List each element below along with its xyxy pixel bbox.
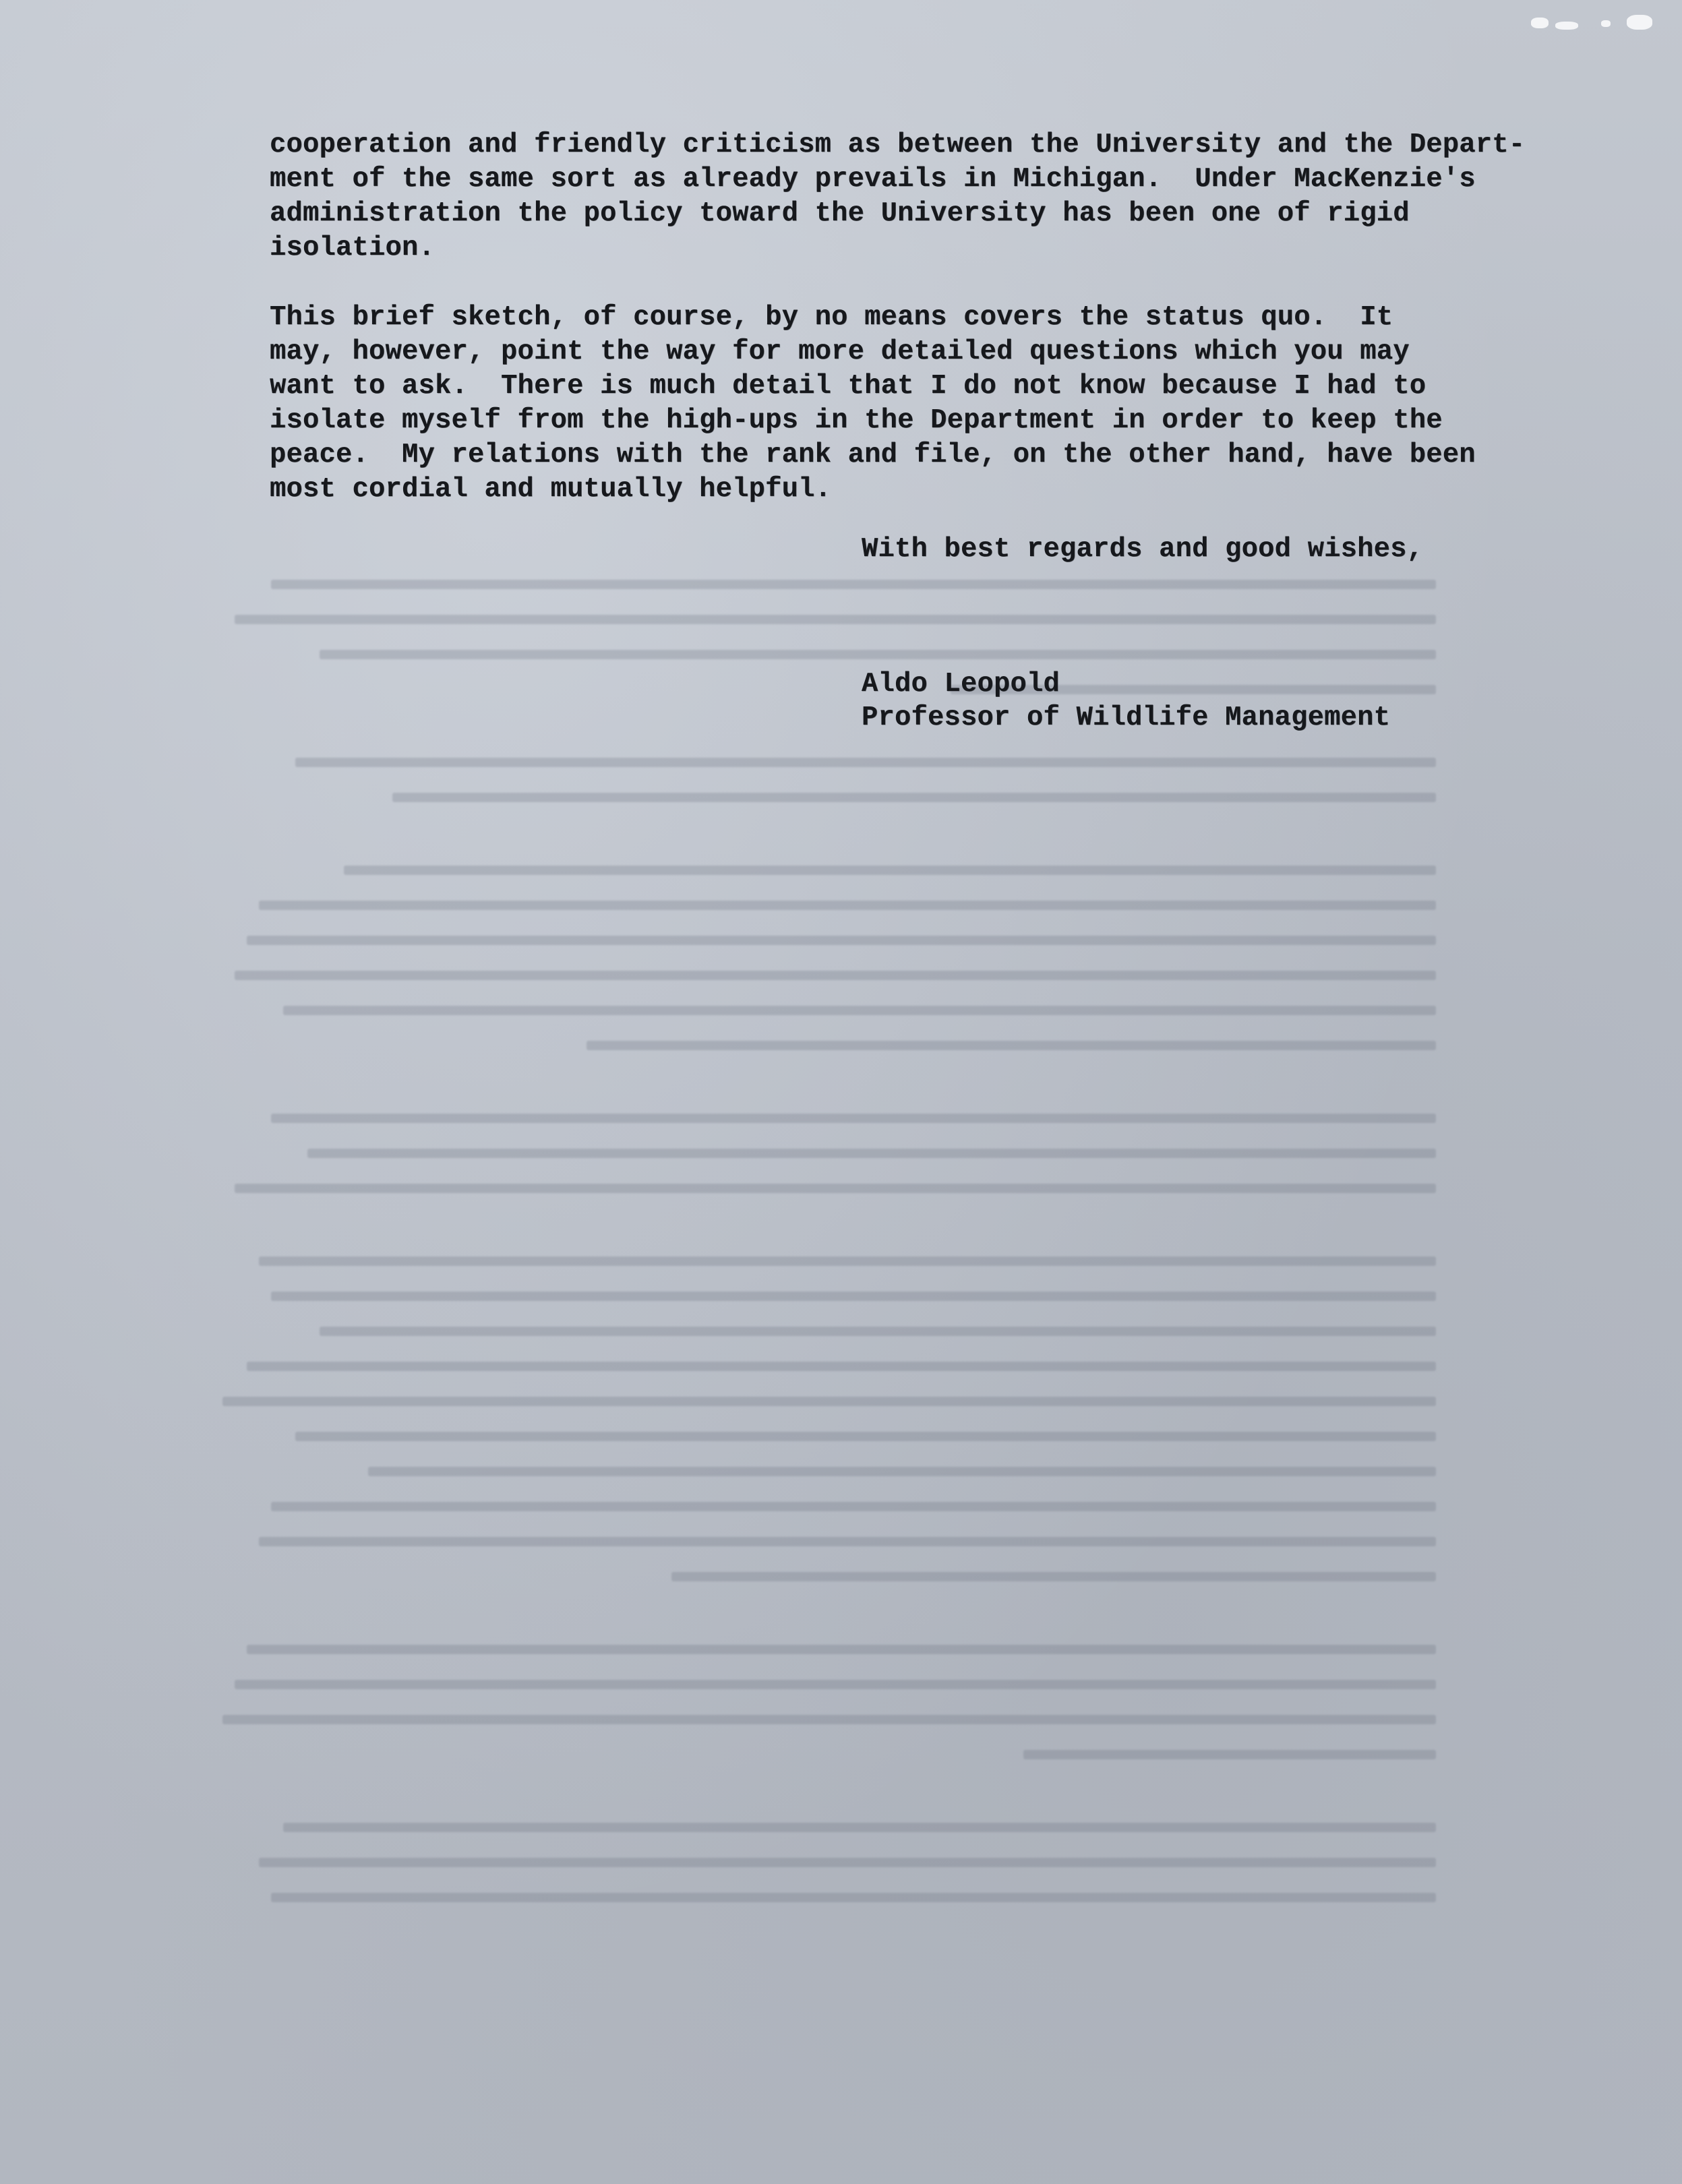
- text-line: isolation.: [270, 233, 435, 264]
- text-line: most cordial and mutually helpful.: [270, 474, 832, 505]
- reverse-side-show-through: [222, 580, 1436, 1860]
- letter-paragraph-1: [270, 128, 1537, 266]
- text-line: want to ask. There is much detail that I do not know because I had to: [270, 371, 1426, 402]
- signature-title: Professor of Wildlife Management: [862, 702, 1391, 733]
- text-line: may, however, point the way for more detailed questions which you may: [270, 336, 1410, 367]
- letter-paragraph-2: [270, 301, 1537, 507]
- letter-closing: With best regards and good wishes,: [862, 534, 1424, 565]
- text-line: administration the policy toward the University has been one of rigid: [270, 198, 1410, 229]
- text-line: peace. My relations with the rank and file, on the other hand, have been: [270, 439, 1476, 471]
- scan-edge-mark: [1526, 12, 1667, 39]
- text-line: This brief sketch, of course, by no means covers the status quo. It: [270, 302, 1393, 333]
- text-line: cooperation and friendly criticism as between the University and the Depart-: [270, 129, 1526, 160]
- text-line: isolate myself from the high-ups in the Department in order to keep the: [270, 405, 1443, 436]
- signature-name: Aldo Leopold: [862, 669, 1060, 700]
- text-line: ment of the same sort as already prevails in Michigan. Under MacKenzie's: [270, 164, 1476, 195]
